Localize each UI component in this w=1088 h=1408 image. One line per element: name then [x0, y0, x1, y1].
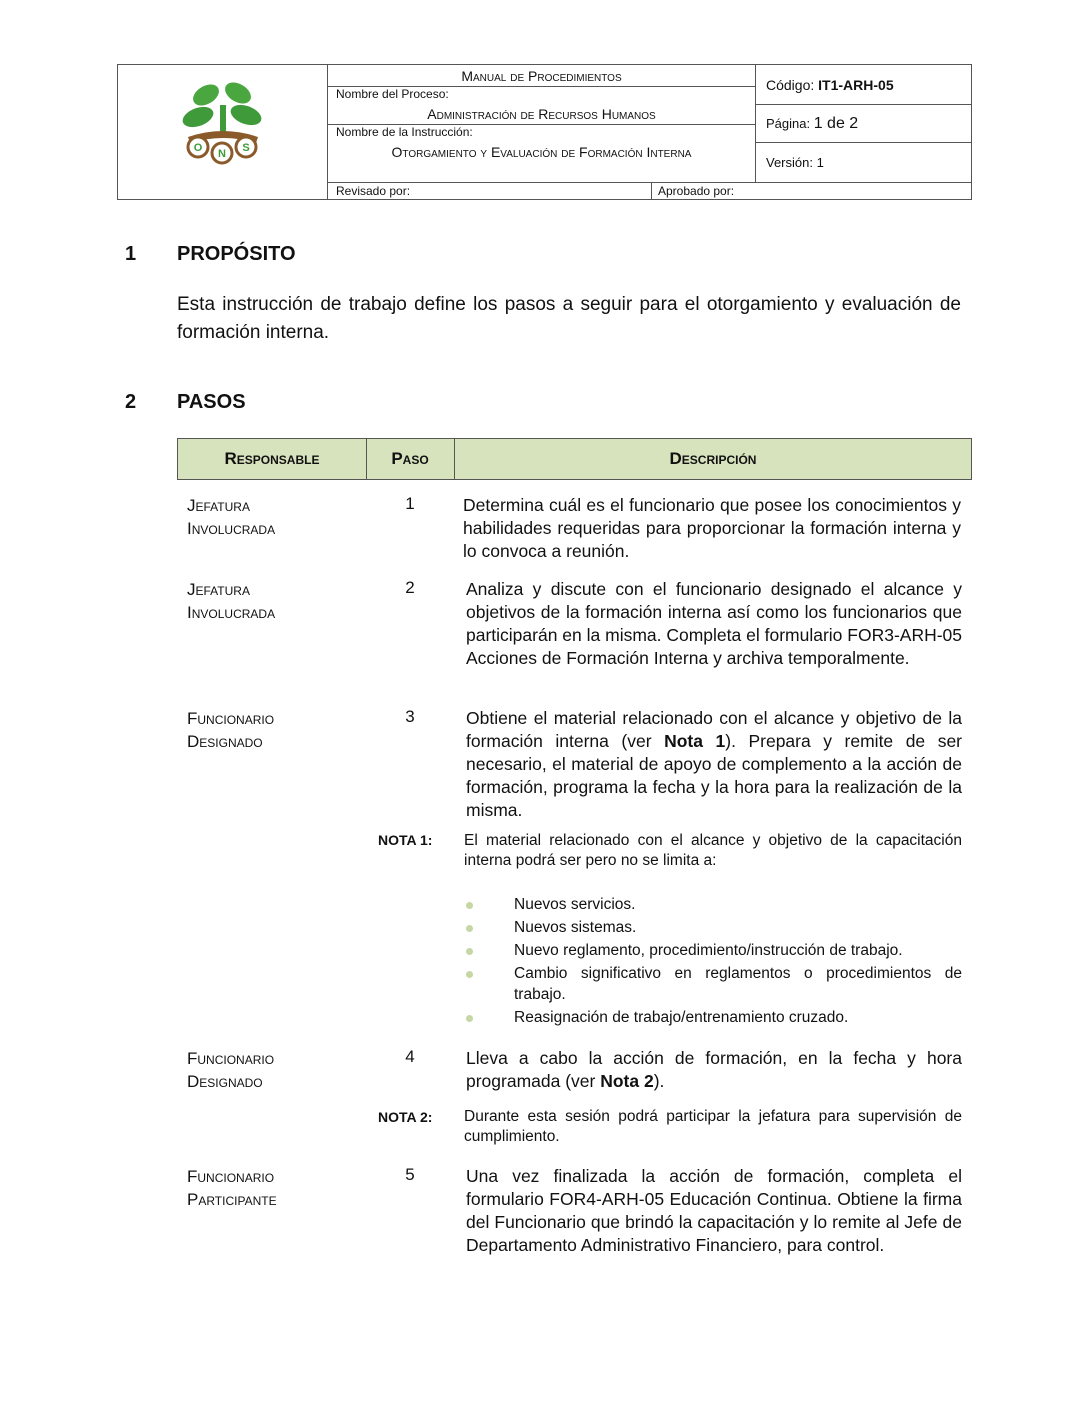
- process-label: Nombre del Proceso:: [336, 87, 449, 101]
- col-description: Descripción: [669, 449, 757, 468]
- section-2-number: 2: [125, 391, 137, 413]
- step-2-description: Analiza y discute con el funcionario designado el alcance y objetivos de la formación interna así como los funcionarios que participarán en la misma. Completa el formulario FOR3-ARH-05 Acciones de Formación Interna y archiva temporalmente.: [466, 579, 963, 668]
- process-name: Administración de Recursos Humanos: [427, 106, 656, 122]
- document-header-table: [117, 64, 972, 200]
- organization-logo: [118, 65, 328, 200]
- step-1-resp-line1: Jefatura: [187, 496, 250, 515]
- bullet-icon: [466, 948, 473, 955]
- code-label: Código:: [766, 77, 819, 93]
- step-3-desc-part-a: Obtiene el material relacionado con el alcance y objetivo de la formación interna (ver: [466, 708, 962, 751]
- version-cell: [756, 143, 972, 183]
- page-cell: [756, 105, 972, 143]
- step-3-description: [466, 707, 962, 822]
- note-2-text: Durante esta sesión podrá participar la jefatura para supervisión de cumplimiento.: [464, 1108, 962, 1145]
- bullet-icon: [466, 925, 473, 932]
- instruction-label: Nombre de la Instrucción:: [336, 125, 473, 139]
- step-2-resp-line1: Jefatura: [187, 580, 250, 599]
- col-step: Paso: [391, 449, 429, 468]
- list-item: Nuevos servicios.: [464, 894, 962, 915]
- step-1-description: Determina cuál es el funcionario que posee los conocimientos y habilidades requeridas para proporcionar la formación interna y lo convoca a reunión.: [463, 495, 961, 561]
- col-responsible: Responsable: [224, 449, 320, 468]
- step-4-responsible: [187, 1047, 274, 1093]
- logo-letter-s: S: [242, 142, 250, 154]
- reviewed-by-label: Revisado por:: [328, 183, 652, 200]
- version-label: Versión:: [766, 155, 817, 170]
- logo-letter-n: N: [218, 148, 226, 160]
- bullet-icon: [466, 971, 473, 978]
- instruction-cell: [328, 125, 756, 183]
- step-5-resp-line2: Participante: [187, 1190, 277, 1209]
- step-2-responsible: [187, 578, 275, 624]
- step-3-number: 3: [405, 707, 415, 726]
- step-4-desc-part-a: Lleva a cabo la acción de formación, en la fecha y hora programada (ver: [466, 1048, 962, 1091]
- note-1-bullet-list: [464, 894, 962, 1030]
- page-label: Página:: [766, 116, 814, 131]
- list-item: Cambio significativo en reglamentos o procedimientos de trabajo.: [464, 963, 962, 1005]
- section-1-title: PROPÓSITO: [177, 243, 296, 265]
- note-2-label: NOTA 2:: [378, 1109, 433, 1125]
- step-3-responsible: [187, 707, 274, 753]
- logo-letter-o: O: [193, 142, 203, 154]
- step-3-note-ref: Nota 1: [664, 731, 726, 751]
- step-1-number: 1: [405, 494, 415, 513]
- manual-title: Manual de Procedimientos: [328, 65, 756, 87]
- step-3-resp-line1: Funcionario: [187, 709, 275, 728]
- steps-table-header: [177, 438, 972, 480]
- step-4-resp-line1: Funcionario: [187, 1049, 275, 1068]
- list-item: Nuevos sistemas.: [464, 917, 962, 938]
- step-2-number: 2: [405, 578, 415, 597]
- step-3-resp-line2: Designado: [187, 732, 263, 751]
- step-5-description: Una vez finalizada la acción de formación, completa el formulario FOR4-ARH-05 Educación Continua. Obtiene la firma del Funcionario que brindó la capacitación y lo remite al Jefe de Departamento Administrativo Financiero, para control.: [466, 1166, 962, 1255]
- list-item: Reasignación de trabajo/entrenamiento cruzado.: [464, 1007, 962, 1028]
- section-1-number: 1: [125, 243, 137, 265]
- step-5-resp-line1: Funcionario: [187, 1167, 275, 1186]
- step-3-desc-part-b: ). Prepara y remite de ser necesario, el material de apoyo de complemento a la acción de formación, programa la fecha y la hora para la realización de la misma.: [466, 731, 963, 820]
- step-1-responsible: [187, 494, 275, 540]
- note-1-text: El material relacionado con el alcance y objetivo de la capacitación interna podrá ser pero no se limita a:: [464, 832, 962, 869]
- version-value: 1: [816, 155, 824, 170]
- step-2-resp-line2: Involucrada: [187, 603, 276, 622]
- note-1-label: NOTA 1:: [378, 832, 433, 848]
- step-5-number: 5: [405, 1165, 415, 1184]
- step-4-note-ref: Nota 2: [600, 1071, 654, 1091]
- bullet-icon: [466, 1015, 473, 1022]
- section-2-title: PASOS: [177, 391, 246, 413]
- step-5-responsible: [187, 1165, 277, 1211]
- step-4-number: 4: [405, 1047, 415, 1066]
- step-4-desc-part-b: ).: [653, 1071, 665, 1091]
- step-4-description: [466, 1047, 962, 1093]
- list-item: Nuevo reglamento, procedimiento/instrucción de trabajo.: [464, 940, 962, 961]
- code-cell: [756, 65, 972, 105]
- purpose-text: Esta instrucción de trabajo define los pasos a seguir para el otorgamiento y evaluación de formación interna.: [177, 294, 961, 343]
- logo-cell: [118, 65, 328, 200]
- instruction-name: Otorgamiento y Evaluación de Formación Interna: [391, 144, 692, 160]
- step-4-resp-line2: Designado: [187, 1072, 263, 1091]
- approved-by-label: Aprobado por:: [658, 184, 735, 198]
- process-cell: [328, 87, 756, 125]
- code-value: IT1-ARH-05: [818, 77, 894, 93]
- bullet-icon: [466, 902, 473, 909]
- step-1-resp-line2: Involucrada: [187, 519, 276, 538]
- page-value: 1 de 2: [813, 115, 859, 132]
